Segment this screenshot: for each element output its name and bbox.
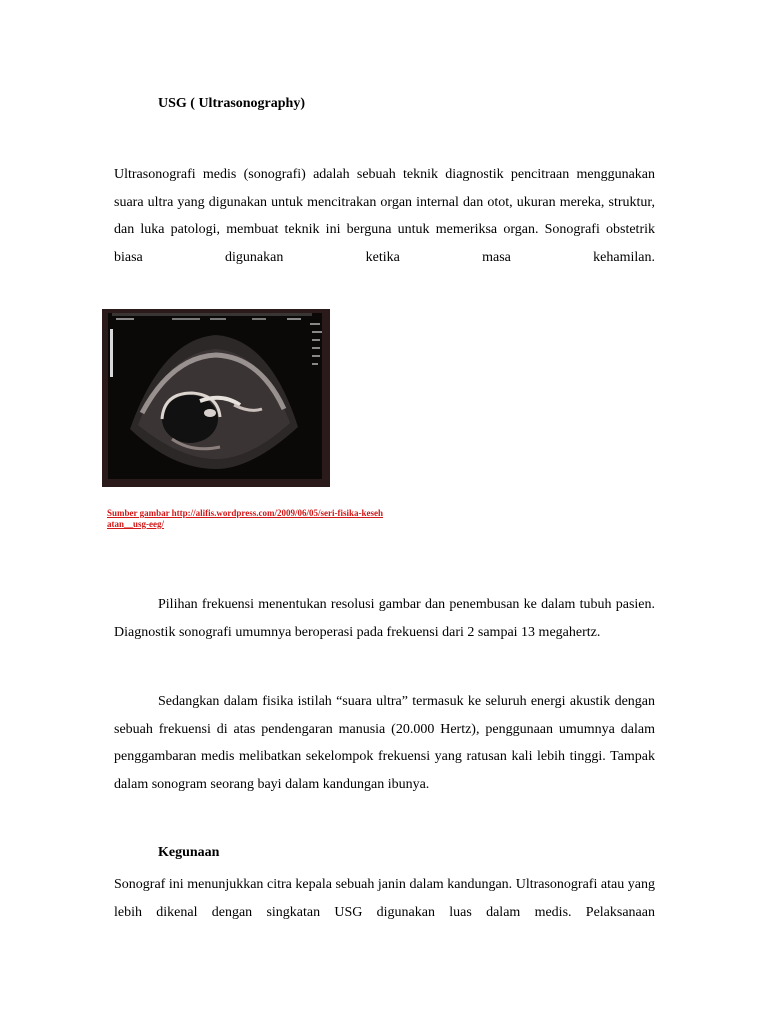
intro-paragraph: Ultrasonografi medis (sonografi) adalah sebuah teknik diagnostik pencitraan menggunakan suara ultra yang digunakan untuk mencitrakan organ internal dan otot, ukuran mereka, struktur, dan luka patologi, membuat teknik ini berguna untuk memeriksa organ. Sonografi obstetrik biasa digunakan ketika masa kehamilan. [114, 167, 655, 265]
image-source-link[interactable]: Sumber gambar http://alifis.wordpress.com/2009/06/05/seri-fisika-kesehatan__usg-eeg/ [107, 508, 384, 529]
paragraph-frequency: Pilihan frekuensi menentukan resolusi gambar dan penembusan ke dalam tubuh pasien. Diagnostik sonografi umumnya beroperasi pada frekuensi dari 2 sampai 13 megahertz. [114, 597, 655, 640]
document-title: USG ( Ultrasonography) [158, 96, 306, 111]
paragraph-ultra-sound: Sedangkan dalam fisika istilah “suara ultra” termasuk ke seluruh energi akustik dengan sebuah frekuensi di atas pendengaran manusia (20.000 Hertz), penggunaan umumnya dalam penggambaran medis melibatkan sekelompok frekuensi yang ratusan kali lebih tinggi. Tampak dalam sonogram seorang bayi dalam kandungan ibunya. [114, 694, 655, 792]
ultrasound-image [102, 309, 330, 487]
ultrasound-image-graphic [102, 309, 330, 487]
paragraph-kegunaan: Sonograf ini menunjukkan citra kepala sebuah janin dalam kandungan. Ultrasonografi atau yang lebih dikenal dengan singkatan USG digunakan luas dalam medis. Pelaksanaan [114, 877, 655, 920]
section-heading-kegunaan: Kegunaan [158, 845, 220, 860]
